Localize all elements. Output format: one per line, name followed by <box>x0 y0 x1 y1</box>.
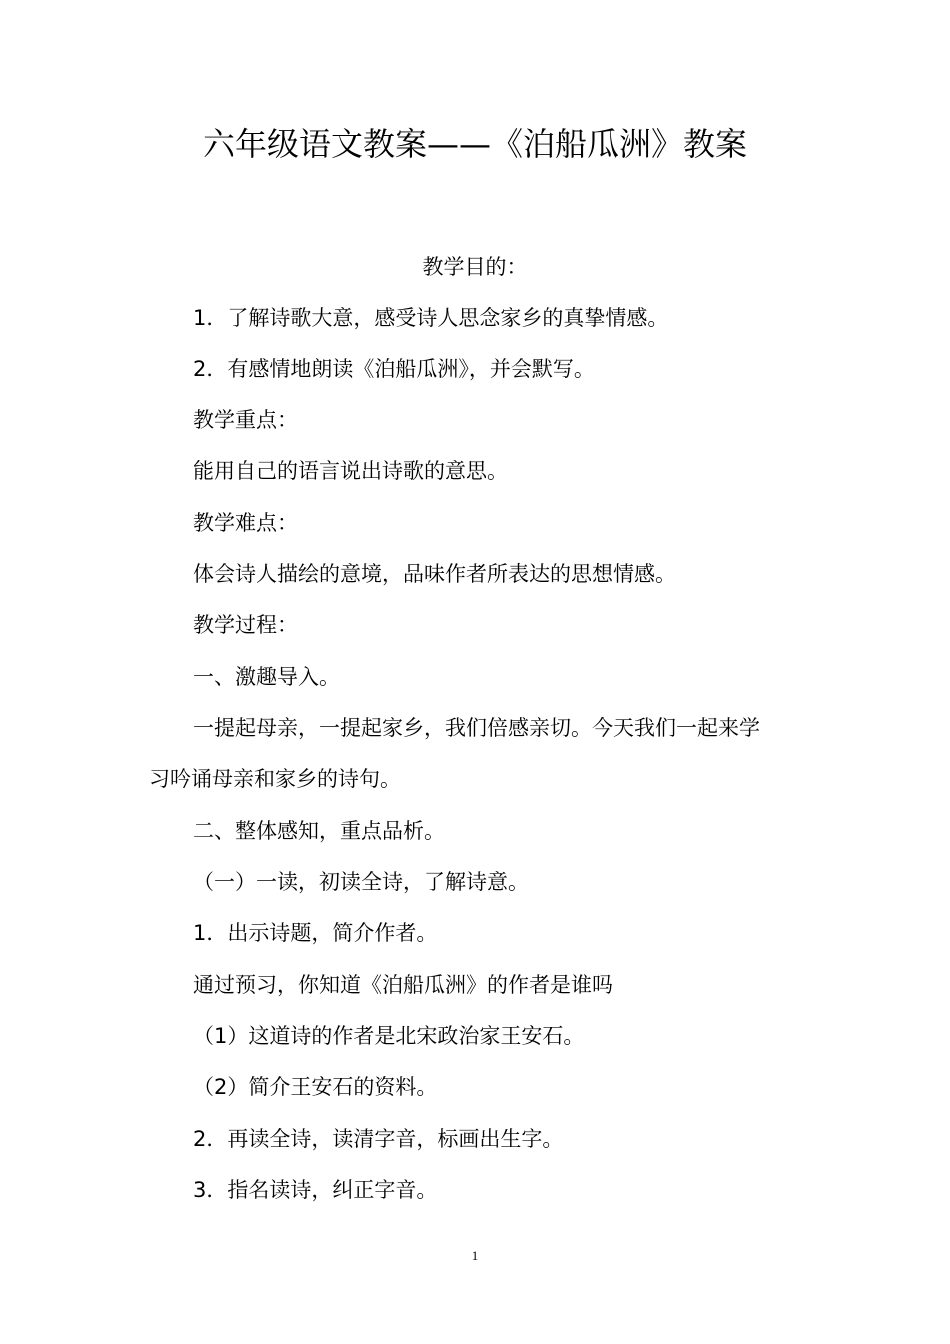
goal-item-1: 1．了解诗歌大意，感受诗人思念家乡的真挚情感。 <box>193 306 669 330</box>
preview-question: 通过预习，你知道《泊船瓜洲》的作者是谁吗 <box>193 973 613 997</box>
author-note-2: （2）简介王安石的资料。 <box>193 1075 438 1099</box>
teaching-goal-heading: 教学目的： <box>422 255 528 279</box>
step-2: 2．再读全诗，读清字音，标画出生字。 <box>193 1127 564 1151</box>
process-heading: 教学过程： <box>193 613 298 637</box>
goal-item-2: 2．有感情地朗读《泊船瓜洲》，并会默写。 <box>193 357 595 381</box>
author-note-1: （1）这道诗的作者是北宋政治家王安石。 <box>193 1024 585 1048</box>
key-point-text: 能用自己的语言说出诗歌的意思。 <box>193 459 508 483</box>
difficulty-heading: 教学难点： <box>193 511 298 535</box>
step-3: 3．指名读诗，纠正字音。 <box>193 1178 438 1202</box>
intro-paragraph-line-2: 习吟诵母亲和家乡的诗句。 <box>149 767 401 791</box>
section-two-heading: 二、整体感知，重点品析。 <box>193 819 445 843</box>
key-point-heading: 教学重点： <box>193 408 298 432</box>
section-one-heading: 一、激趣导入。 <box>193 665 340 689</box>
page-number: 1 <box>471 1248 479 1263</box>
document-title: 六年级语文教案——《泊船瓜洲》教案 <box>202 125 747 163</box>
intro-paragraph-line-1: 一提起母亲，一提起家乡，我们倍感亲切。今天我们一起来学 <box>193 716 760 740</box>
difficulty-text: 体会诗人描绘的意境，品味作者所表达的思想情感。 <box>193 562 676 586</box>
step-1: 1．出示诗题，简介作者。 <box>193 921 438 945</box>
subsection-one-heading: （一）一读，初读全诗，了解诗意。 <box>193 870 529 894</box>
